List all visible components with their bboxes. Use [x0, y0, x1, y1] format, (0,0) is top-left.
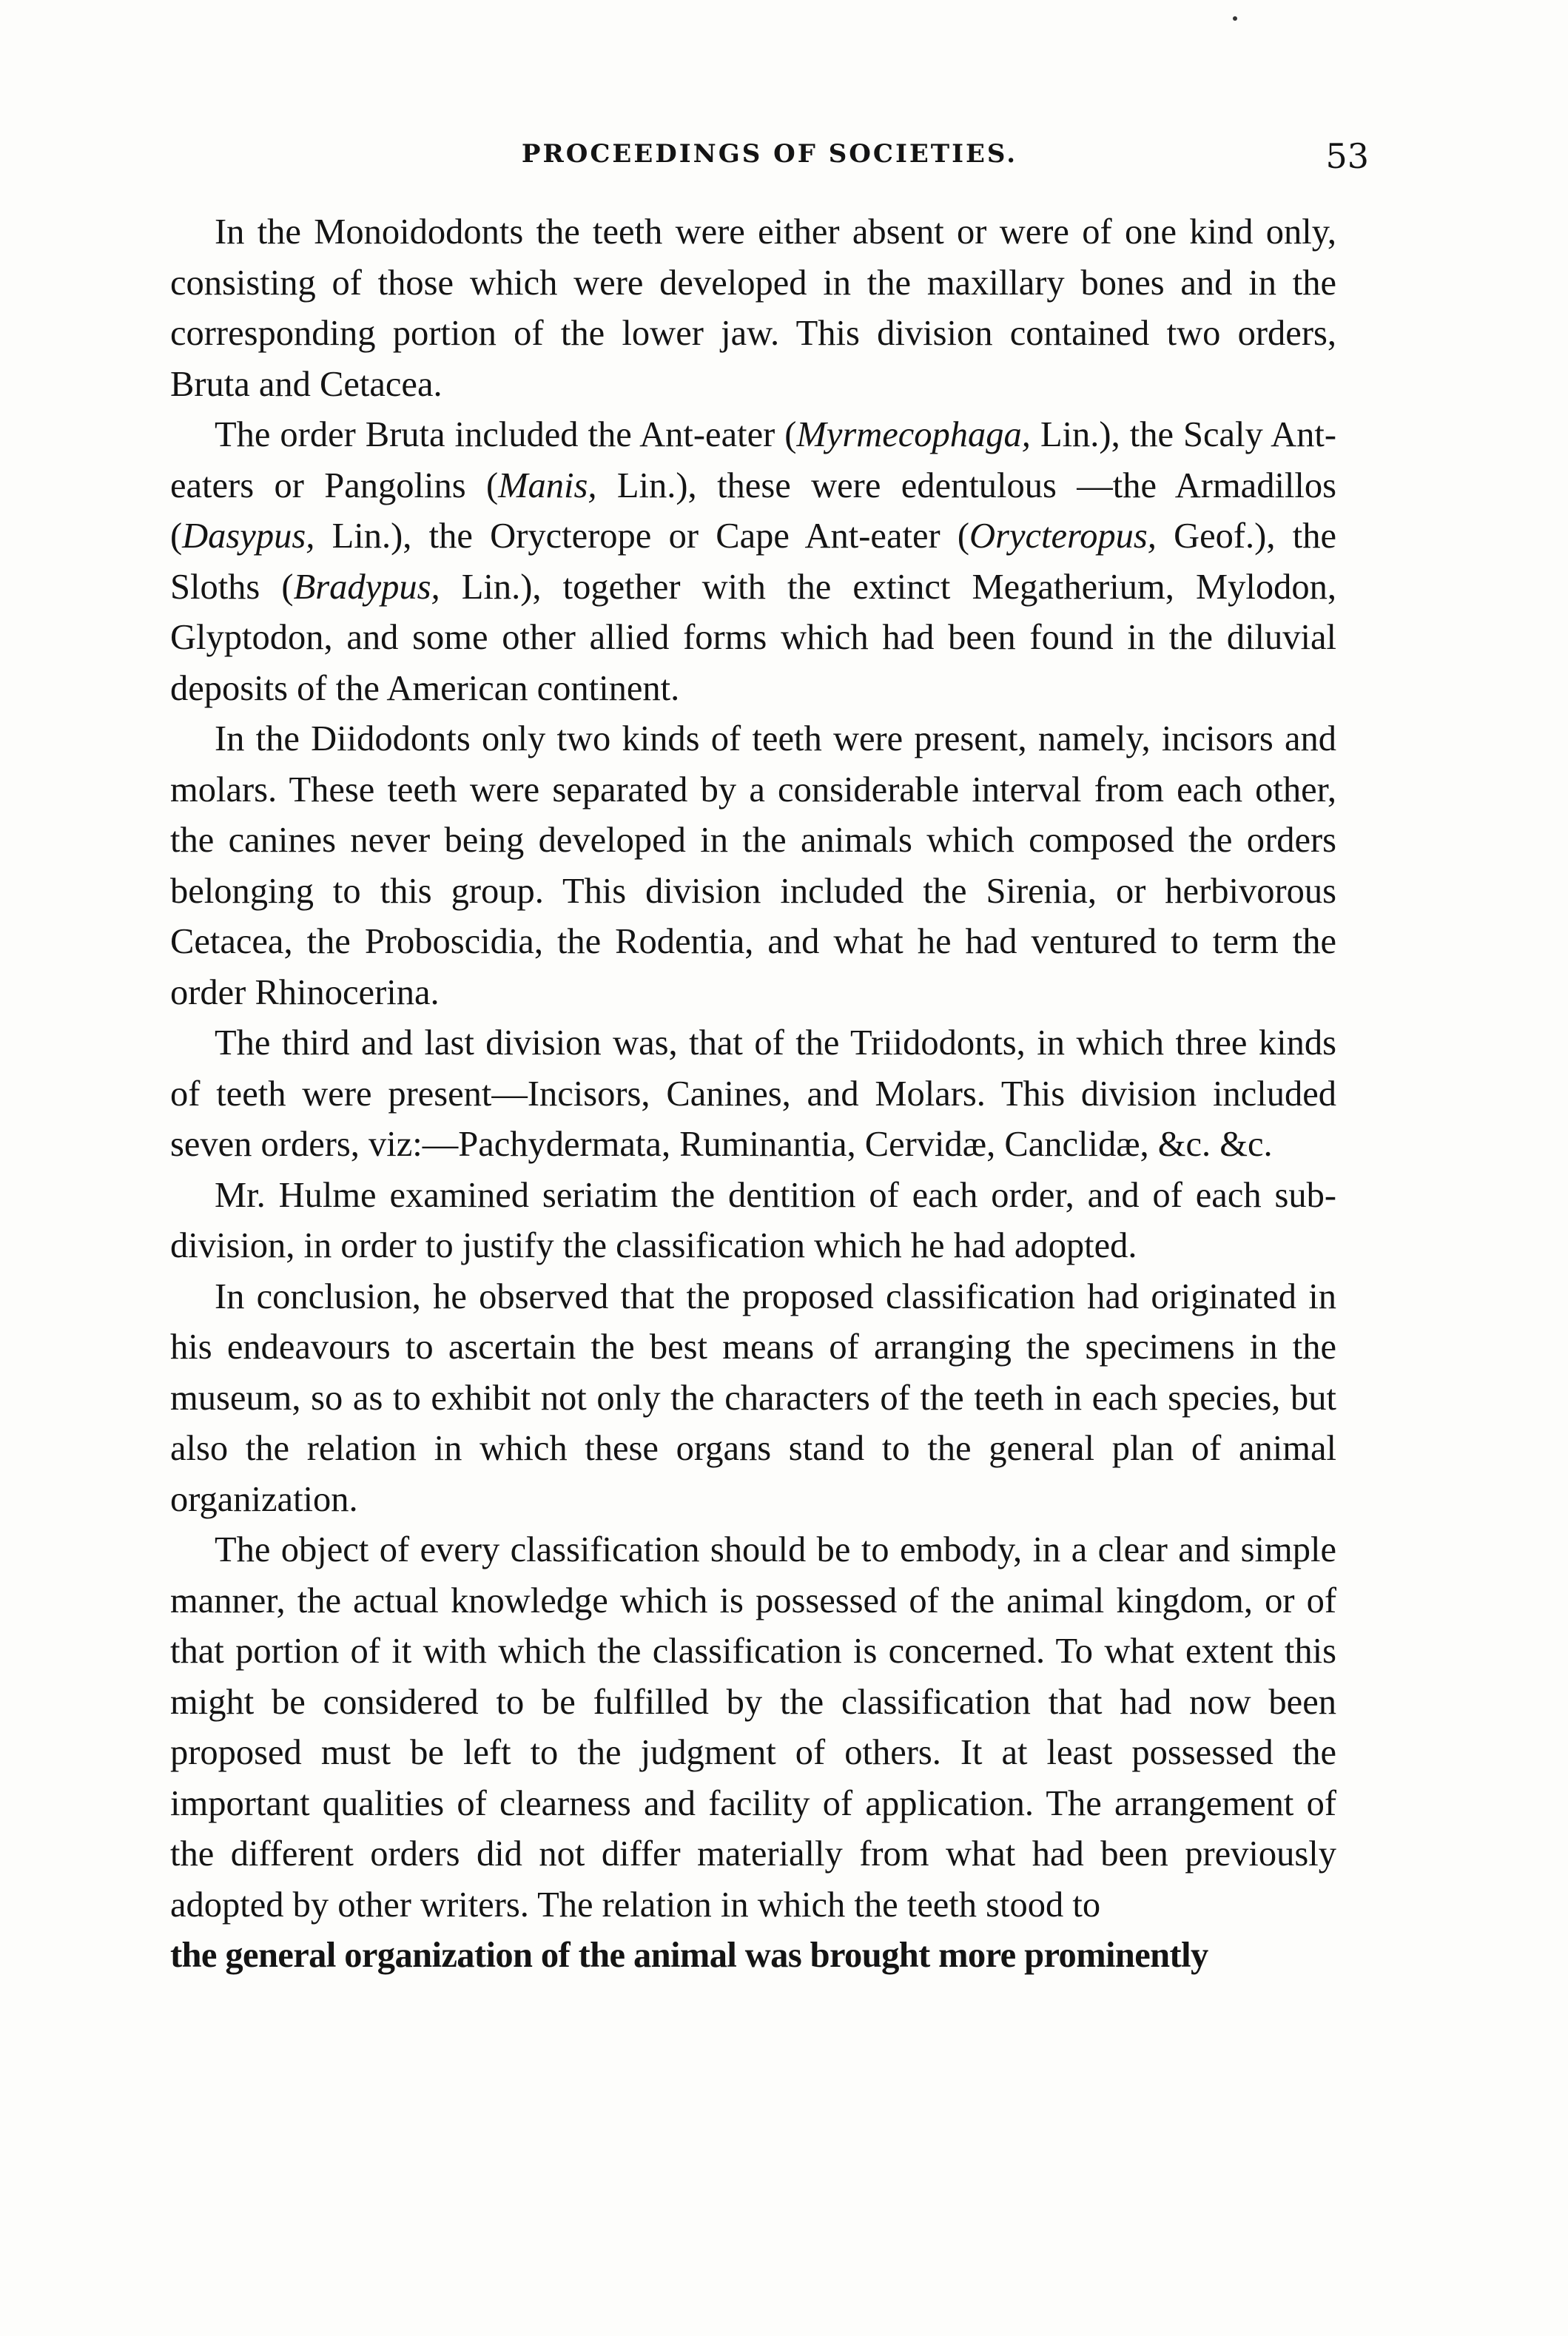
- paragraph-text: Lin.), the Scaly Ant-eaters or Pangolins (: [170, 415, 1336, 505]
- paragraph-conclusion: [170, 1272, 1336, 1526]
- taxon-name: Myrmecophaga,: [796, 415, 1031, 454]
- paragraph-order-bruta: [170, 410, 1336, 714]
- paragraph-final-line: [170, 1931, 1336, 1982]
- paragraph-text: The object of every classification should be to embody, in a clear and simple manner, the actual knowledge which is possessed of the animal kingdom, or of that portion of it with which the classification is concerned. To what extent this might be considered to be fulfilled by the classification that had now been proposed must be left to the judgment of others. It at least possessed the important qualities of clearness and facility of application. The arrangement of the different orders did not differ materially from what had been previously adopted by other writers. The relation in which the teeth stood to: [170, 1530, 1336, 1925]
- paragraph-text: In conclusion, he observed that the proposed classification had originated in his endeavours to ascertain the best means of arranging the specimens in the museum, so as to exhibit not only the characters of the teeth in each species, but also the relation in which these organs stand to the general plan of animal organization.: [170, 1276, 1336, 1519]
- paragraph-text: Geof.), the Sloths (: [170, 516, 1336, 607]
- paragraph-text: Mr. Hulme examined seriatim the dentition of each order, and of each sub-division, in order to justify the classification which he had adopted.: [170, 1175, 1336, 1265]
- paragraph-hulme-dentition: [170, 1171, 1336, 1272]
- paragraph-text: Lin.), these were edentulous —the Armadillos (: [170, 465, 1336, 556]
- paragraph-text: The third and last division was, that of the Triidodonts, in which three kinds of teeth were present—Incisors, Canines, and Molars. This division included seven orders, viz:—Pachydermata, Ruminantia, Cervidæ, Canclidæ, &c. &c.: [170, 1023, 1336, 1164]
- running-head: [170, 136, 1369, 184]
- paragraph-monoidodonts: [170, 207, 1336, 410]
- paragraph-text: In the Diidodonts only two kinds of teeth were present, namely, incisors and molars. These teeth were separated by a considerable interval from each other, the canines never being developed in the animals which composed the orders belonging to this group. This division included the Sirenia, or herbivorous Cetacea, the Proboscidia, the Rodentia, and what he had ventured to term the order Rhinocerina.: [170, 719, 1336, 1012]
- taxon-name: Bradypus,: [293, 567, 440, 607]
- page-number: 53: [1325, 136, 1369, 176]
- taxon-name: Dasypus,: [182, 516, 315, 556]
- taxon-name: Manis,: [498, 465, 597, 505]
- paragraph-text: Lin.), the Orycterope or Cape Ant-eater (: [314, 516, 970, 556]
- paragraph-text: the general organization of the animal was brought more prominently: [170, 1936, 1208, 1975]
- paragraph-diidodonts: [170, 714, 1336, 1018]
- paragraph-object-of-classification: [170, 1525, 1336, 1931]
- paragraph-text: Lin.), together with the extinct Megatherium, Mylodon, Glyptodon, and some other allied forms which had been found in the diluvial deposits of the American continent.: [170, 567, 1336, 708]
- body-text: [170, 207, 1336, 1982]
- print-speck: [1233, 16, 1237, 21]
- paragraph-triidodonts: [170, 1018, 1336, 1171]
- taxon-name: Orycteropus,: [969, 516, 1157, 556]
- paragraph-text: In the Monoidodonts the teeth were either absent or were of one kind only, consisting of those which were developed in the maxillary bones and in the corresponding portion of the lower jaw. This division contained two orders, Bruta and Cetacea.: [170, 212, 1336, 404]
- paragraph-text: The order Bruta included the Ant-eater (: [215, 415, 797, 454]
- running-title: PROCEEDINGS OF SOCIETIES.: [521, 139, 1018, 169]
